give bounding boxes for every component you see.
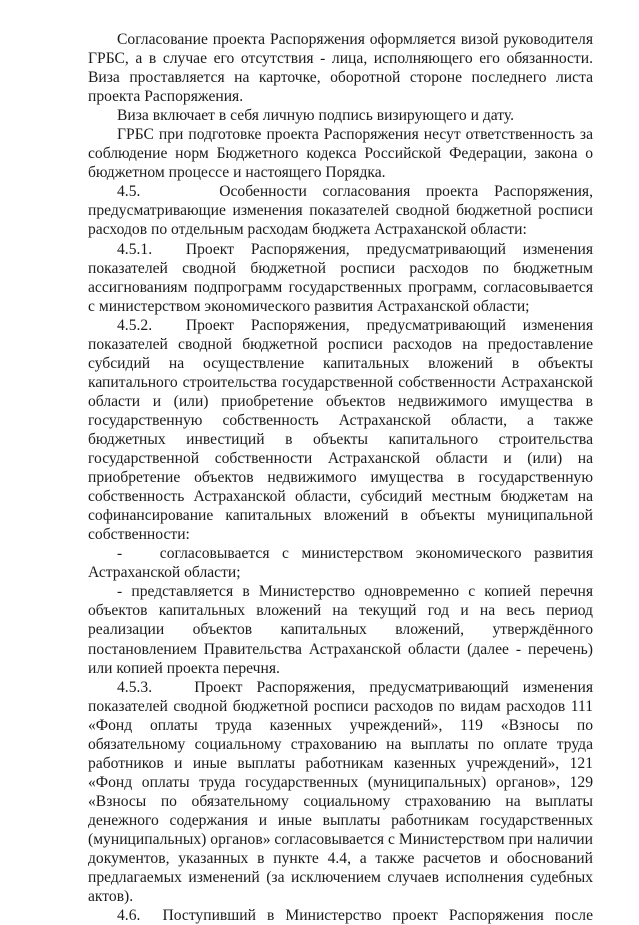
paragraph-approval-visa: Согласование проекта Распоряжения оформляется визой руководителя ГРБС, а в случае его отсутствия - лица, исполняющего его обязанности. Виза проставляется на карточке, оборотной стороне последнего листа проекта Распоряжения. [88,31,593,106]
paragraph-section-4-5-1: 4.5.1. Проект Распоряжения, предусматривающий изменения показателей сводной бюджетной росписи расходов по бюджетным ассигнованиям подпрограмм государственных программ, согласовывается с министерством экономического развития Астраханской области; [88,240,593,315]
paragraph-grbs-responsibility: ГРБС при подготовке проекта Распоряжения несут ответственность за соблюдение норм Бюджетного кодекса Российской Федерации, закона о бюджетном процессе и настоящего Порядка. [88,126,593,182]
paragraph-section-4-6: 4.6. Поступивший в Министерство проект Распоряжения после [117,907,593,925]
paragraph-section-4-5-3: 4.5.3. Проект Распоряжения, предусматривающий изменения показателей сводной бюджетной росписи расходов по видам расходов 111 «Фонд оплаты труда казенных учреждений», 119 «Взносы по обязательному социальному страхованию на выплаты по оплате труда работников и иные выплаты работникам казенных учреждений», 121 «Фонд оплаты труда государственных (муниципальных) органов», 129 «Взносы по обязательному социальному страхованию на выплаты денежного содержания и иные выплаты работникам государственных (муниципальных) органов» согласовывается с Министерством при наличии документов, указанных в пункте 4.4, а также расчетов и обоснований предлагаемых изменений (за исключением случаев исполнения судебных актов). [88,678,593,906]
document-body [88,30,593,925]
paragraph-bullet-agreement: - согласовывается с министерством экономического развития Астраханской области; [88,545,593,582]
paragraph-section-4-5-2: 4.5.2. Проект Распоряжения, предусматривающий изменения показателей сводной бюджетной росписи расходов на предоставление субсидий на осуществление капитальных вложений в объекты капитального строительства государственной собственности Астраханской области и (или) приобретение объектов недвижимого имущества в государственную собственность Астраханской области, а также бюджетных инвестиций в объекты капитального строительства государственной собственности Астраханской области и (или) на приобретение объектов недвижимого имущества в государственную собственность Астраханской области, субсидий местным бюджетам на софинансирование капитальных вложений в объекты муниципальной собственности: [88,316,593,544]
paragraph-bullet-submission: - представляется в Министерство одновременно с копией перечня объектов капитальных вложений на текущий год и на весь период реализации объектов капитальных вложений, утверждённого постановлением Правительства Астраханской области (далее - перечень) или копией проекта перечня. [88,583,593,677]
paragraph-section-4-5: 4.5. Особенности согласования проекта Распоряжения, предусматривающие изменения показателей сводной бюджетной росписи расходов по отдельным расходам бюджета Астраханской области: [88,183,593,239]
paragraph-visa-contents: Виза включает в себя личную подпись визирующего и дату. [117,107,515,125]
